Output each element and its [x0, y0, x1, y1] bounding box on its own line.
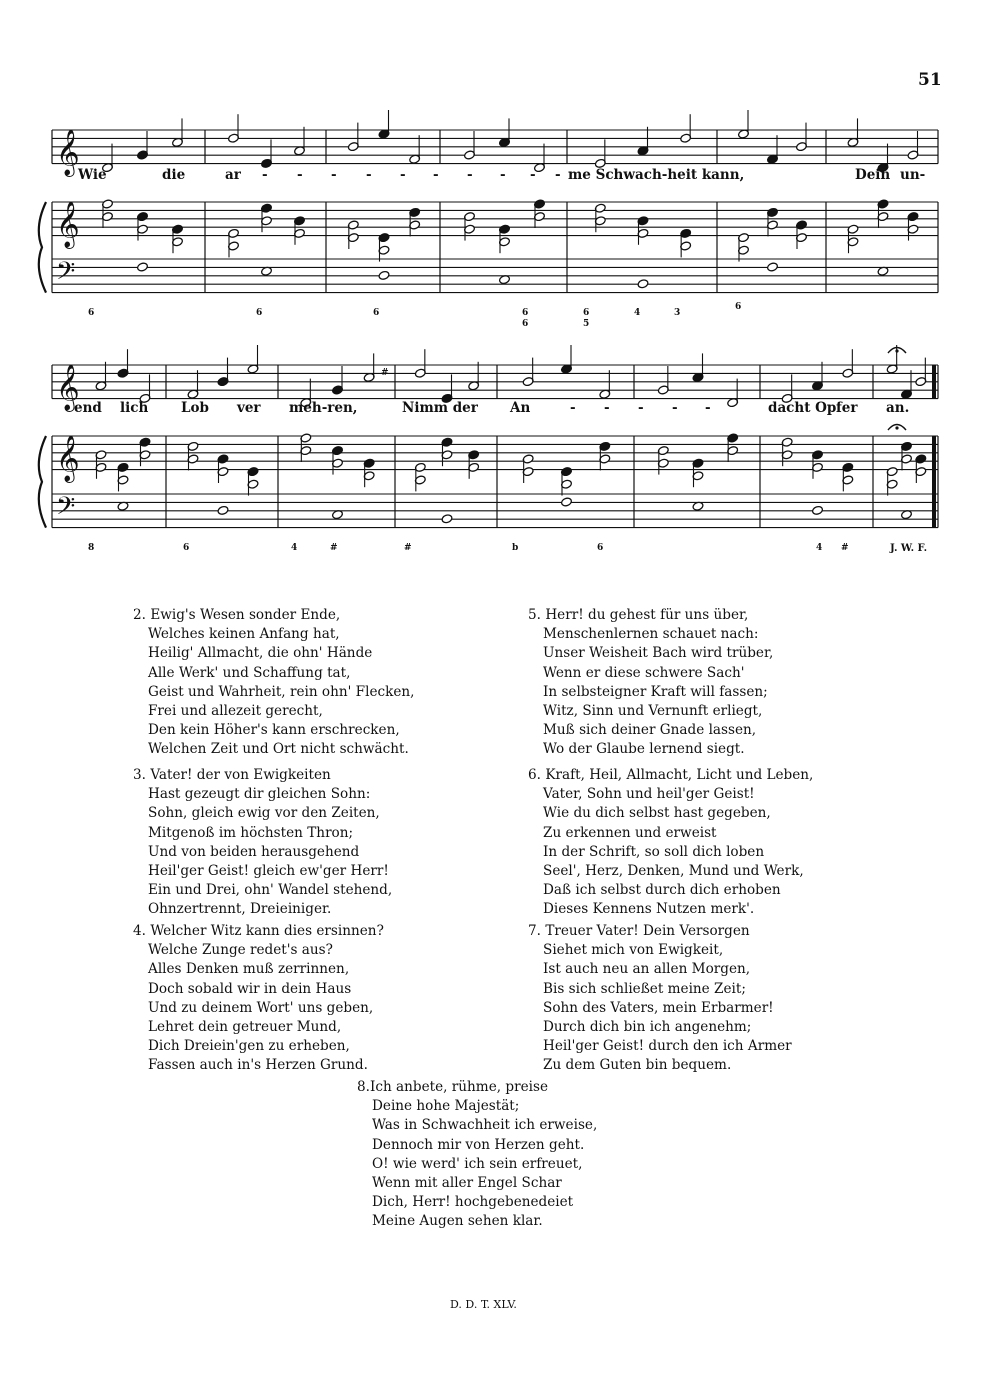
- stanza-line: 2. Ewig's Wesen sonder Ende,: [133, 607, 341, 623]
- stanza-line: Ein und Drei, ohn' Wandel stehend,: [148, 882, 393, 899]
- note-head: [217, 505, 229, 515]
- stanza-line: Alle Werk' und Schaffung tat,: [148, 664, 351, 681]
- figured-bass: 6: [597, 543, 604, 553]
- stanza-line: Heil'ger Geist! gleich ew'ger Herr!: [148, 863, 389, 880]
- treble-clef-icon: 𝄞: [56, 364, 80, 411]
- figured-bass: 4: [291, 543, 298, 553]
- lyric: ver: [237, 400, 261, 416]
- figured-bass: 3: [674, 308, 681, 318]
- stanza-line: Muß sich deiner Gnade lassen,: [543, 722, 757, 739]
- footer-signature: D. D. T. XLV.: [450, 1298, 517, 1311]
- lyric: Lob: [181, 400, 209, 416]
- stanza-line: 6. Kraft, Heil, Allmacht, Licht und Leben,: [528, 767, 814, 783]
- stanza-line: Alles Denken muß zerrinnen,: [148, 961, 350, 978]
- stanza-line: Doch sobald wir in dein Haus: [148, 980, 352, 997]
- stanza-line: Zu dem Guten bin bequem.: [543, 1057, 732, 1074]
- fermata-icon: [895, 349, 898, 352]
- figured-bass: 6: [735, 302, 742, 312]
- treble-clef-icon: 𝄞: [56, 435, 80, 482]
- note-head: [812, 505, 824, 515]
- lyric: -: [297, 167, 303, 183]
- lyric: -: [467, 167, 473, 183]
- lyric: -: [331, 167, 337, 183]
- lyric: -: [555, 167, 561, 183]
- stanza-line: Ist auch neu an allen Morgen,: [543, 961, 751, 978]
- stanza-line: Wenn mit aller Engel Schar: [372, 1175, 562, 1192]
- lyric: -: [366, 167, 372, 183]
- stanza-line: Deine hohe Majestät;: [372, 1098, 520, 1115]
- music-score: [0, 0, 1000, 560]
- note-head: [378, 270, 390, 280]
- stanza-line: Lehret dein getreuer Mund,: [148, 1019, 342, 1036]
- stanza-line: Welche Zunge redet's aus?: [148, 942, 333, 959]
- stanza-line: Dich Dreiein'gen zu erheben,: [148, 1038, 350, 1055]
- stanza-line: Sohn des Vaters, mein Erbarmer!: [543, 999, 774, 1016]
- stanza-line: O! wie werd' ich sein erfreuet,: [372, 1155, 583, 1172]
- figured-bass: 5: [583, 319, 590, 329]
- figured-bass: 6: [583, 308, 590, 318]
- stanza-line: Wenn er diese schwere Sach': [543, 664, 745, 681]
- stanza-line: Welchen Zeit und Ort nicht schwächt.: [148, 741, 409, 758]
- figured-bass: #: [381, 368, 389, 378]
- stanza-line: 5. Herr! du gehest für uns über,: [528, 607, 749, 623]
- stanza-line: Ohnzertrennt, Dreieiniger.: [148, 901, 332, 918]
- lyric: -: [530, 167, 536, 183]
- bass-clef-icon: 𝄢: [56, 257, 76, 293]
- figured-bass: 6: [522, 319, 529, 329]
- lyric: Dein: [855, 167, 891, 183]
- stanza-line: Seel', Herz, Denken, Mund und Werk,: [543, 863, 804, 880]
- stanza-2: [133, 606, 414, 760]
- stanza-7: [528, 922, 792, 1076]
- lyric: an.: [886, 400, 910, 416]
- lyric: un-: [900, 167, 926, 183]
- lyric: end: [74, 400, 102, 416]
- lyric: -: [500, 167, 506, 183]
- page-number: 51: [918, 70, 942, 90]
- stanza-line: Dieses Kennens Nutzen merk'.: [543, 901, 755, 918]
- figured-bass: 6: [88, 308, 95, 318]
- lyric: Nimm der: [402, 400, 478, 416]
- composer-initials: J. W. F.: [890, 543, 928, 554]
- stanza-line: 3. Vater! der von Ewigkeiten: [133, 767, 331, 783]
- note-head: [767, 262, 779, 272]
- stanza-line: Siehet mich von Ewigkeit,: [543, 942, 724, 959]
- figured-bass: #: [404, 543, 412, 553]
- stanza-line: In selbsteigner Kraft will fassen;: [543, 683, 768, 700]
- lyric: fer: [836, 400, 858, 416]
- lyric: -: [262, 167, 268, 183]
- lyric: -: [570, 400, 576, 416]
- stanza-line: Fassen auch in's Herzen Grund.: [148, 1057, 368, 1074]
- lyric: meh-ren,: [289, 400, 358, 416]
- stanza-line: Menschenlernen schauet nach:: [543, 626, 759, 643]
- figured-bass: 6: [256, 308, 263, 318]
- note-head: [137, 262, 149, 272]
- stanza-line: Frei und allezeit gerecht,: [148, 703, 323, 720]
- lyric: -: [705, 400, 711, 416]
- stanza-line: Meine Augen sehen klar.: [372, 1213, 543, 1230]
- figured-bass: 4: [634, 308, 641, 318]
- figured-bass: #: [330, 543, 338, 553]
- stanza-4: [133, 922, 384, 1076]
- note-head: [561, 497, 573, 507]
- stanza-line: Vater, Sohn und heil'ger Geist!: [543, 786, 755, 803]
- stanza-line: Bis sich schließet meine Zeit;: [543, 980, 746, 997]
- lyric: -: [433, 167, 439, 183]
- lyric: dacht Op: [768, 400, 837, 416]
- treble-clef-icon: 𝄞: [56, 201, 80, 248]
- figured-bass: #: [841, 543, 849, 553]
- stanza-3: [133, 766, 392, 920]
- figured-bass: 6: [183, 543, 190, 553]
- figured-bass: 6: [373, 308, 380, 318]
- stanza-5: [528, 606, 773, 760]
- figured-bass: 8: [88, 543, 95, 553]
- stanza-line: Heil'ger Geist! durch den ich Armer: [543, 1038, 792, 1055]
- lyric: -: [400, 167, 406, 183]
- note-head: [441, 514, 453, 524]
- stanza-line: 4. Welcher Witz kann dies ersinnen?: [133, 923, 384, 939]
- lyric: lich: [120, 400, 149, 416]
- stanza-line: In der Schrift, so soll dich loben: [543, 843, 765, 860]
- stanza-line: Wo der Glaube lernend siegt.: [543, 741, 745, 758]
- stanza-line: Hast gezeugt dir gleichen Sohn:: [148, 786, 371, 803]
- fermata-icon: [895, 426, 898, 429]
- stanza-line: Witz, Sinn und Vernunft erliegt,: [543, 703, 763, 720]
- stanza-line: Und von beiden herausgehend: [148, 843, 360, 860]
- stanza-line: Und zu deinem Wort' uns geben,: [148, 999, 374, 1016]
- lyric: -: [604, 400, 610, 416]
- stanza-line: 8.Ich anbete, rühme, preise: [357, 1079, 548, 1095]
- stanza-line: Wie du dich selbst hast gegeben,: [543, 805, 771, 822]
- stanza-line: Sohn, gleich ewig vor den Zeiten,: [148, 805, 380, 822]
- stanza-line: Welches keinen Anfang hat,: [148, 626, 340, 643]
- figured-bass: b: [512, 543, 519, 553]
- brace: [39, 202, 46, 293]
- brace: [39, 436, 46, 528]
- lyric: -: [672, 400, 678, 416]
- stanza-line: Dich, Herr! hochgebenedeiet: [372, 1194, 574, 1211]
- stanza-line: Den kein Höher's kann erschrecken,: [148, 722, 400, 739]
- stanza-line: Heilig' Allmacht, die ohn' Hände: [148, 645, 373, 662]
- stanza-line: Daß ich selbst durch dich erhoben: [543, 882, 781, 899]
- figured-bass: 4: [816, 543, 823, 553]
- stanza-line: Durch dich bin ich angenehm;: [543, 1019, 752, 1036]
- stanza-line: Dennoch mir von Herzen geht.: [372, 1136, 585, 1153]
- stanza-line: Zu erkennen und erweist: [543, 824, 717, 841]
- stanza-8: [357, 1078, 597, 1232]
- lyric: ar: [225, 167, 241, 183]
- figured-bass: 6: [522, 308, 529, 318]
- stanza-line: Geist und Wahrheit, rein ohn' Flecken,: [148, 683, 415, 700]
- lyric: die: [162, 167, 186, 183]
- lyric: -: [638, 400, 644, 416]
- stanza-line: Unser Weisheit Bach wird trüber,: [543, 645, 774, 662]
- stanza-line: Was in Schwachheit ich erweise,: [372, 1117, 598, 1134]
- lyric: Wie: [78, 167, 107, 183]
- bass-clef-icon: 𝄢: [56, 492, 76, 528]
- treble-clef-icon: 𝄞: [56, 129, 80, 176]
- lyric: An: [510, 400, 531, 416]
- note-head: [637, 279, 649, 289]
- stanza-line: Mitgenoß im höchsten Thron;: [148, 824, 354, 841]
- stanza-6: [528, 766, 813, 920]
- stanza-line: 7. Treuer Vater! Dein Versorgen: [528, 923, 750, 939]
- final-barline: [932, 365, 936, 399]
- lyric: me Schwach-heit kann,: [568, 167, 745, 183]
- final-barline: [932, 436, 936, 528]
